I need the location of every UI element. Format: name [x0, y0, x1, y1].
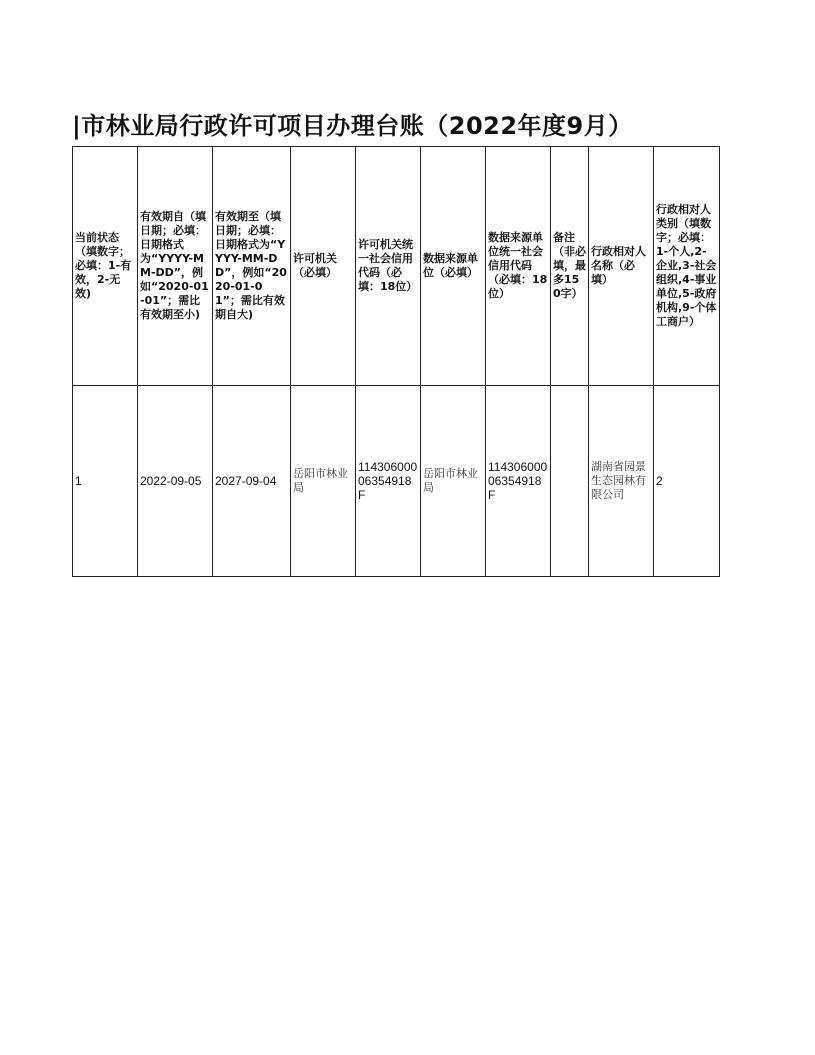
cell-source-unit: 岳阳市林业局	[421, 386, 486, 577]
cell-valid-to: 2027-09-04	[213, 386, 291, 577]
table-row	[73, 386, 720, 577]
cell-party-name: 湖南省园景生态园林有限公司	[589, 386, 654, 577]
header-source-code: 数据来源单位统一社会信用代码（必填：18位）	[486, 147, 551, 386]
cell-authority-code: 11430600006354918F	[356, 386, 421, 577]
header-party-type: 行政相对人类别（填数字；必填：1-个人,2-企业,3-社会组织,4-事业单位,5-政府机构,9-个体工商户）	[654, 147, 720, 386]
cell-source-code: 11430600006354918F	[486, 386, 551, 577]
header-valid-from: 有效期自（填日期；必填：日期格式为“YYYY-MM-DD”，例如“2020-01-01”；需比有效期至小)	[138, 147, 213, 386]
header-valid-to: 有效期至（填日期；必填：日期格式为“YYYY-MM-DD”，例如“2020-01-01”；需比有效期自大)	[213, 147, 291, 386]
page-title: |市林业局行政许可项目办理台账（2022年度9月）	[72, 112, 633, 140]
license-ledger-table	[72, 146, 720, 577]
header-party-name: 行政相对人名称（必填）	[589, 147, 654, 386]
table-header-row	[73, 147, 720, 386]
header-source-unit: 数据来源单位（必填）	[421, 147, 486, 386]
header-authority: 许可机关（必填）	[291, 147, 356, 386]
header-status: 当前状态（填数字；必填：1-有效，2-无效)	[73, 147, 138, 386]
header-remark: 备注（非必填，最多150字）	[551, 147, 589, 386]
header-authority-code: 许可机关统一社会信用代码（必填：18位）	[356, 147, 421, 386]
cell-status: 1	[73, 386, 138, 577]
cell-authority: 岳阳市林业局	[291, 386, 356, 577]
cell-party-type: 2	[654, 386, 720, 577]
cell-valid-from: 2022-09-05	[138, 386, 213, 577]
cell-remark	[551, 386, 589, 577]
